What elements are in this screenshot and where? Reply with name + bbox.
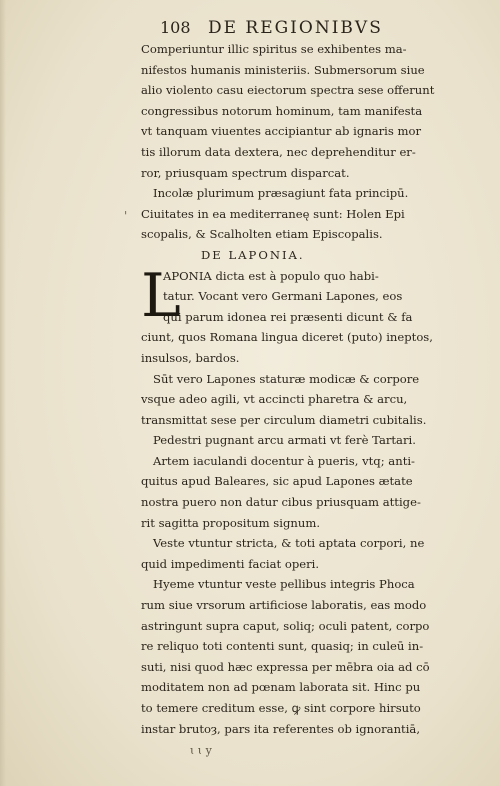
text-line: Hyeme vtuntur veste pellibus integris Phoca [153, 577, 415, 592]
body-text [141, 39, 481, 739]
text-line: APONIA dicta est à populo quo habi- [163, 268, 379, 283]
text-line: rit sagitta propositum signum. [141, 515, 321, 530]
text-line: alio violento casu eiectorum spectra sese offerunt [141, 83, 435, 98]
section-heading: DE LAPONIA. [201, 247, 305, 262]
text-line: transmittat sese per circulum diametri cubitalis. [141, 412, 427, 427]
text-line: Pedestri pugnant arcu armati vt ferè Tartari. [153, 433, 416, 448]
text-line: tatur. Vocant vero Germani Lapones, eos [163, 289, 403, 304]
text-line: ciunt, quos Romana lingua diceret (puto) ineptos, [141, 330, 433, 345]
text-line: to temere creditum esse, ꝙ sint corpore hirsuto [141, 701, 421, 715]
text-line: rum siue vrsorum artificiose laboratis, eas modo [141, 598, 427, 613]
text-line: vt tanquam viuentes accipiantur ab ignaris mor [141, 124, 422, 139]
text-line: instar brutoȝ, pars ita referentes ob ignorantiā, [141, 721, 421, 736]
page-number: 108 [160, 18, 191, 37]
text-line: ror, priusquam spectrum disparcat. [141, 165, 350, 180]
text-line: Ciuitates in ea mediterraneę sunt: Holen Epi [141, 206, 405, 221]
text-line: astringunt supra caput, soliq; oculi patent, corpo [141, 618, 430, 633]
text-line: nostra puero non datur cibus priusquam attige- [141, 495, 421, 510]
text-line: moditatem non ad pœnam laborata sit. Hinc pu [141, 680, 421, 695]
page-gutter-shadow [0, 0, 6, 786]
catchword-signature: ɩ ɩ y [190, 744, 212, 757]
text-line: suti, nisi quod hæc expressa per mēbra oia ad cō [141, 659, 430, 674]
text-line: tis illorum data dextera, nec deprehenditur er- [141, 144, 416, 159]
text-line: vsque adeo agili, vt accincti pharetra & arcu, [141, 392, 408, 407]
text-line: insulsos, bardos. [141, 350, 240, 365]
text-line: nifestos humanis ministeriis. Submersorum siue [141, 62, 425, 77]
text-line: Comperiuntur illic spiritus se exhibentes ma- [141, 42, 407, 56]
text-line: Artem iaculandi docentur à pueris, vtq; anti- [153, 453, 415, 468]
text-line: scopalis, & Scalholten etiam Episcopalis. [141, 227, 383, 242]
text-line: Incolæ plurimum præsagiunt fata principū. [153, 186, 409, 201]
running-head [160, 18, 480, 38]
text-line: quid impedimenti faciat operi. [141, 556, 320, 571]
text-line: Veste vtuntur stricta, & toti aptata corpori, ne [153, 536, 425, 551]
text-line: qui parum idonea rei præsenti dicunt & fa [163, 309, 413, 324]
text-line: quitus apud Baleares, sic apud Lapones ætate [141, 474, 413, 489]
text-line: Sūt vero Lapones staturæ modicæ & corpore [153, 371, 420, 386]
running-title: DE REGIONIBVS [207, 18, 383, 38]
drop-cap-initial: L [141, 260, 181, 331]
marginal-mark: ' [124, 209, 128, 223]
text-line: congressibus notorum hominum, tam manifesta [141, 103, 423, 118]
text-line: re reliquo toti contenti sunt, quasiq; in culeū in- [141, 639, 424, 654]
